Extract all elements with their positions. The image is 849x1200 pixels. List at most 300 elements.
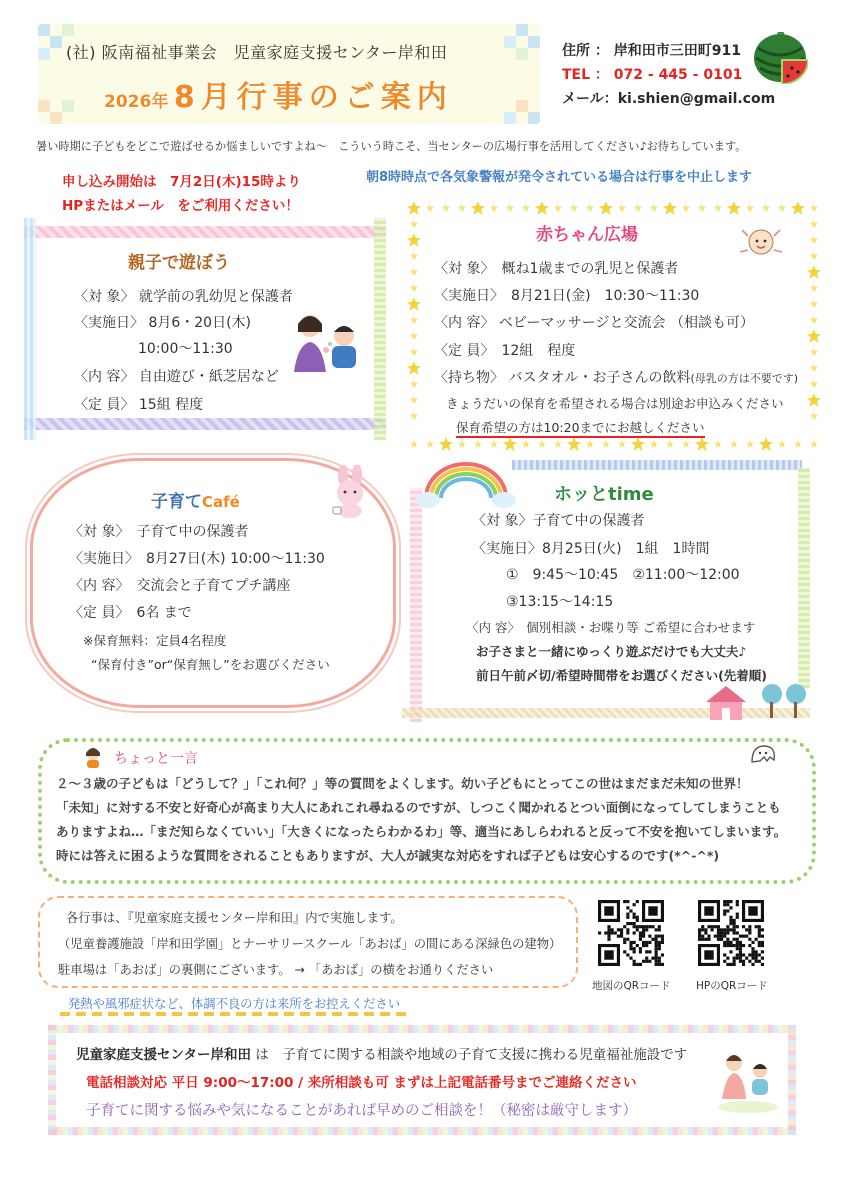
star-decoration (490, 440, 498, 448)
star-decoration (666, 440, 674, 448)
qr-module (742, 944, 745, 947)
hotto-target: 〈対 象〉子育て中の保護者 (472, 513, 645, 529)
qr-module (745, 957, 748, 960)
star-decoration (810, 412, 818, 420)
qr-module (726, 957, 729, 960)
qr-module (633, 960, 636, 963)
qr-module (751, 947, 754, 950)
qr-module (748, 925, 751, 928)
qr-module (733, 922, 736, 925)
qr-module (704, 938, 707, 941)
star-decoration (407, 297, 421, 311)
qr-module (729, 916, 732, 919)
star-decoration (474, 440, 482, 448)
star-decoration (746, 204, 754, 212)
star-decoration (567, 437, 581, 451)
qr-module (723, 903, 726, 906)
star-decoration (410, 348, 418, 356)
qr-module (733, 938, 736, 941)
qr-module (723, 953, 726, 956)
qr-module (714, 935, 717, 938)
qr-module (720, 935, 723, 938)
qr-module (651, 925, 654, 928)
qr-module (655, 953, 658, 956)
title-main: 8月行事のご案内 (173, 80, 453, 115)
qr-module (745, 928, 748, 931)
qr-module (726, 938, 729, 941)
qr-finder (604, 950, 613, 959)
qr-module (729, 906, 732, 909)
qr-module (745, 935, 748, 938)
qr-module (729, 928, 732, 931)
qr-module (626, 938, 629, 941)
star-decoration (426, 204, 434, 212)
qr-module (658, 963, 661, 966)
star-decoration (410, 332, 418, 340)
qr-module (655, 950, 658, 953)
oyako-target: 〈対 象〉 就学前の乳幼児と保護者 (74, 289, 293, 305)
star-decoration (730, 440, 738, 448)
qr-module (626, 900, 629, 903)
cafe-content: 〈内 容〉 交流会と子育てプチ講座 (69, 578, 291, 594)
qr-module (636, 916, 639, 919)
hotto-date: 〈実施日〉8月25日(火) 1組 1時間 (472, 541, 710, 557)
qr-module (726, 900, 729, 903)
qr-module (629, 941, 632, 944)
star-decoration (410, 380, 418, 388)
qr-module (626, 931, 629, 934)
qr-module (761, 928, 764, 931)
qr-module (633, 941, 636, 944)
star-decoration (682, 440, 690, 448)
hotto-content: 〈内 容〉 個別相談・お喋り等 ご希望に合わせます (466, 620, 756, 635)
qr-module (704, 931, 707, 934)
qr-module (661, 935, 664, 938)
qr-module (620, 935, 623, 938)
qr-module (736, 941, 739, 944)
qr-module (707, 935, 710, 938)
qr-module (648, 935, 651, 938)
qr-module (733, 957, 736, 960)
parent-child-illustration (286, 310, 370, 374)
qr-module (639, 950, 642, 953)
qr-module (633, 963, 636, 966)
star-decoration (810, 284, 818, 292)
qr-module (626, 922, 629, 925)
qr-module (729, 919, 732, 922)
event-card-oyako (24, 218, 386, 440)
akachan-date: 〈実施日〉 8月21日(金) 10:30～11:30 (434, 288, 700, 304)
consult-encourage: 子育てに関する悩みや気になることがあれば早めのご相談を！（秘密は厳守します） (86, 1103, 637, 1119)
qr-module (748, 960, 751, 963)
star-decoration (410, 252, 418, 260)
star-decoration (810, 220, 818, 228)
qr-module (658, 957, 661, 960)
email: メール：ki.shien@gmail.com (562, 91, 776, 107)
qr-module (633, 903, 636, 906)
qr-module (655, 938, 658, 941)
qr-module (742, 960, 745, 963)
qr-module (720, 931, 723, 934)
hotto-title: ホッとtime (554, 484, 654, 505)
star-decoration (535, 201, 549, 215)
qr-module (761, 944, 764, 947)
page-title (104, 72, 453, 116)
qr-module (611, 928, 614, 931)
qr-module (733, 919, 736, 922)
qr-module (726, 928, 729, 931)
star-decoration (791, 201, 805, 215)
star-decoration (506, 204, 514, 212)
star-decoration (439, 437, 453, 451)
qr-module (717, 938, 720, 941)
house-trees-illustration (702, 682, 810, 722)
address: 住所 ： 岸和田市三田町911 (562, 43, 741, 59)
akachan-sibling-time: 保育希望の方は10:20までにお越しください (456, 418, 705, 438)
family-illustration (712, 1047, 784, 1117)
qr-module (636, 900, 639, 903)
star-decoration (714, 204, 722, 212)
akachan-items-main: 〈持ち物〉 バスタオル・お子さんの飲料 (434, 370, 691, 386)
organization-name: (社) 阪南福祉事業会 児童家庭支援センター岸和田 (66, 43, 448, 62)
qr-module (655, 928, 658, 931)
health-notice: 発熱や風邪症状など、体調不良の方は来所をお控えください (68, 997, 401, 1011)
qr-module (714, 925, 717, 928)
star-decoration (634, 204, 642, 212)
qr-module (636, 919, 639, 922)
qr-module (717, 925, 720, 928)
star-decoration (746, 440, 754, 448)
title-year: 2026年 (104, 92, 169, 112)
hp-qr-label: HPのQRコード (696, 980, 768, 992)
qr-module (701, 938, 704, 941)
qr-module (626, 913, 629, 916)
star-decoration (538, 440, 546, 448)
qr-module (642, 944, 645, 947)
star-decoration (807, 265, 821, 279)
qr-module (729, 950, 732, 953)
qr-module (736, 938, 739, 941)
qr-module (633, 931, 636, 934)
qr-module (645, 928, 648, 931)
qr-module (645, 960, 648, 963)
ghost-doodle-icon (748, 742, 778, 766)
qr-module (623, 938, 626, 941)
qr-module (704, 928, 707, 931)
qr-module (636, 928, 639, 931)
star-decoration (714, 440, 722, 448)
qr-module (723, 944, 726, 947)
qr-module (698, 931, 701, 934)
star-decoration (426, 440, 434, 448)
qr-module (733, 931, 736, 934)
qr-module (642, 960, 645, 963)
star-decoration (586, 204, 594, 212)
qr-module (629, 909, 632, 912)
star-decoration (410, 220, 418, 228)
cafe-capacity: 〈定 員〉 6名 まで (69, 605, 192, 621)
qr-module (755, 953, 758, 956)
qr-module (717, 928, 720, 931)
qr-module (655, 944, 658, 947)
qr-module (626, 953, 629, 956)
oyako-capacity: 〈定 員〉 15組 程度 (74, 397, 204, 413)
star-decoration (762, 204, 770, 212)
map-qr-label: 地図のQRコード (592, 980, 671, 992)
oyako-date: 〈実施日〉 8月6・20日(木) (74, 315, 252, 331)
qr-module (636, 944, 639, 947)
star-decoration (458, 440, 466, 448)
qr-module (755, 957, 758, 960)
center-name: 児童家庭支援センター岸和田 (76, 1047, 251, 1063)
qr-module (633, 950, 636, 953)
event-card-akachan (404, 198, 824, 454)
qr-module (755, 938, 758, 941)
qr-module (736, 944, 739, 947)
star-decoration (410, 396, 418, 404)
star-decoration (727, 201, 741, 215)
star-decoration (410, 268, 418, 276)
qr-module (736, 925, 739, 928)
star-decoration (759, 437, 773, 451)
qr-module (729, 941, 732, 944)
qr-module (726, 925, 729, 928)
star-decoration (810, 204, 818, 212)
akachan-items (434, 367, 798, 387)
qr-module (758, 931, 761, 934)
cafe-title-a: 子育て (151, 492, 202, 512)
qr-module (742, 953, 745, 956)
star-decoration (631, 437, 645, 451)
qr-module (645, 941, 648, 944)
star-decoration (794, 440, 802, 448)
qr-module (658, 935, 661, 938)
qr-module (698, 935, 701, 938)
rainbow-illustration (416, 458, 516, 514)
qr-module (623, 900, 626, 903)
qr-module (761, 957, 764, 960)
qr-module (701, 925, 704, 928)
qr-module (639, 963, 642, 966)
qr-module (761, 963, 764, 966)
qr-module (729, 963, 732, 966)
qr-module (736, 913, 739, 916)
star-decoration (490, 204, 498, 212)
hitokoto-line-4: 時には答えに困るような質問をされることもありますが、大人が誠実な対応をすれば子どもは安心するのです(*^-^*) (56, 848, 720, 863)
qr-module (736, 957, 739, 960)
star-decoration (810, 380, 818, 388)
qr-module (701, 935, 704, 938)
qr-module (736, 947, 739, 950)
cafe-target: 〈対 象〉 子育て中の保護者 (69, 524, 249, 540)
qr-module (736, 916, 739, 919)
qr-module (717, 931, 720, 934)
qr-module (726, 963, 729, 966)
qr-module (729, 922, 732, 925)
parking-line: 駐車場は「あおば」の裏側にございます。 → 「あおば」の横をお通りください (58, 963, 494, 977)
qr-module (733, 928, 736, 931)
qr-module (723, 960, 726, 963)
qr-module (626, 906, 629, 909)
star-decoration (778, 204, 786, 212)
qr-module (633, 947, 636, 950)
venue-line-1: 各行事は、『児童家庭支援センター岸和田』内で実施します。 (66, 911, 403, 925)
qr-module (698, 938, 701, 941)
star-decoration (810, 300, 818, 308)
qr-module (711, 925, 714, 928)
qr-module (723, 941, 726, 944)
qr-module (620, 931, 623, 934)
apply-notice-1: 申し込み開始は 7月2日(木)15時より (62, 174, 301, 190)
star-decoration (810, 364, 818, 372)
hitokoto-title: ちょっと一言 (114, 751, 198, 767)
akachan-items-note: (母乳の方は不要です) (690, 372, 799, 385)
qr-module (707, 925, 710, 928)
qr-module (642, 928, 645, 931)
hp-qr-code[interactable] (698, 900, 764, 966)
qr-module (761, 935, 764, 938)
qr-module (736, 953, 739, 956)
qr-module (607, 931, 610, 934)
star-decoration (570, 204, 578, 212)
star-decoration (810, 348, 818, 356)
qr-module (758, 925, 761, 928)
star-decoration (599, 201, 613, 215)
qr-module (748, 938, 751, 941)
qr-module (701, 928, 704, 931)
qr-module (758, 935, 761, 938)
qr-module (655, 947, 658, 950)
qr-module (655, 935, 658, 938)
star-decoration (410, 284, 418, 292)
qr-module (729, 900, 732, 903)
qr-module (739, 944, 742, 947)
star-decoration (810, 316, 818, 324)
qr-module (729, 944, 732, 947)
qr-module (739, 941, 742, 944)
qr-module (748, 944, 751, 947)
qr-module (655, 957, 658, 960)
qr-module (707, 938, 710, 941)
qr-module (623, 925, 626, 928)
qr-module (758, 944, 761, 947)
qr-module (661, 963, 664, 966)
qr-module (623, 950, 626, 953)
apply-notice-2: HPまたはメール をご利用ください！ (62, 198, 299, 214)
qr-module (633, 925, 636, 928)
venue-line-2: （児童養護施設「岸和田学園」とナーサリースクール「あおば」の間にある深緑色の建物） (58, 937, 562, 951)
oyako-time: 10:00～11:30 (138, 341, 233, 357)
qr-module (629, 947, 632, 950)
cafe-title-b: Café (202, 493, 240, 511)
map-qr-code[interactable] (598, 900, 664, 966)
qr-module (626, 928, 629, 931)
qr-finder (648, 906, 657, 915)
qr-module (636, 963, 639, 966)
qr-module (655, 960, 658, 963)
qr-module (629, 922, 632, 925)
star-decoration (807, 329, 821, 343)
qr-module (761, 941, 764, 944)
qr-module (726, 931, 729, 934)
qr-module (720, 928, 723, 931)
qr-module (739, 953, 742, 956)
weather-notice: 朝8時時点で各気象警報が発令されている場合は行事を中止します (366, 170, 753, 185)
hotto-deadline: 前日午前〆切/希望時間帯をお選びください(先着順) (476, 668, 767, 683)
center-info-banner (48, 1025, 796, 1135)
star-decoration (810, 440, 818, 448)
qr-module (645, 944, 648, 947)
qr-module (633, 922, 636, 925)
star-decoration (471, 201, 485, 215)
rabbit-illustration (325, 465, 375, 519)
hitokoto-card (38, 738, 816, 884)
center-desc: は 子育てに関する相談や地域の子育て支援に携わる児童福祉施設です (255, 1047, 688, 1063)
cafe-title (151, 487, 240, 512)
hitokoto-line-2: 「未知」に対する不安と好奇心が高まり大人にあれこれ尋ねるのですが、しつこく聞かれるとつい面倒になってしてしまうことも (56, 800, 781, 815)
cafe-note1: ※保育無料：定員4名程度 (83, 633, 227, 648)
cafe-date: 〈実施日〉 8月27日(木) 10:00～11:30 (69, 551, 325, 567)
star-decoration (810, 252, 818, 260)
akachan-title: 赤ちゃん広場 (536, 225, 638, 245)
center-description (76, 1043, 687, 1063)
qr-module (751, 950, 754, 953)
qr-module (642, 925, 645, 928)
qr-module (639, 947, 642, 950)
qr-module (623, 941, 626, 944)
qr-module (733, 944, 736, 947)
qr-module (723, 913, 726, 916)
qr-module (720, 938, 723, 941)
akachan-target: 〈対 象〉 概ね1歳までの乳児と保護者 (434, 261, 679, 277)
qr-module (748, 931, 751, 934)
phone-consult-hours: 電話相談対応 平日 9:00～17:00 / 来所相談も可 まずは上記電話番号までご連絡ください (86, 1075, 637, 1091)
qr-module (742, 963, 745, 966)
qr-module (598, 931, 601, 934)
qr-module (645, 950, 648, 953)
star-decoration (807, 393, 821, 407)
qr-module (636, 925, 639, 928)
star-decoration (458, 204, 466, 212)
star-decoration (682, 204, 690, 212)
qr-module (758, 960, 761, 963)
star-decoration (650, 204, 658, 212)
qr-module (633, 913, 636, 916)
oyako-title: 親子で遊ぼう (128, 253, 230, 273)
qr-module (658, 925, 661, 928)
qr-module (617, 935, 620, 938)
qr-module (629, 944, 632, 947)
star-decoration (407, 201, 421, 215)
qr-module (611, 931, 614, 934)
qr-module (755, 950, 758, 953)
star-decoration (698, 204, 706, 212)
telephone: TEL ： 072 - 445 - 0101 (562, 67, 743, 83)
qr-module (733, 925, 736, 928)
qr-module (733, 960, 736, 963)
star-decoration (618, 204, 626, 212)
qr-module (645, 957, 648, 960)
qr-module (642, 935, 645, 938)
qr-module (723, 931, 726, 934)
qr-module (639, 935, 642, 938)
oyako-content: 〈内 容〉 自由遊び・紙芝居など (74, 369, 279, 385)
qr-module (723, 909, 726, 912)
qr-module (607, 935, 610, 938)
star-decoration (602, 440, 610, 448)
star-decoration (522, 204, 530, 212)
star-decoration (503, 437, 517, 451)
